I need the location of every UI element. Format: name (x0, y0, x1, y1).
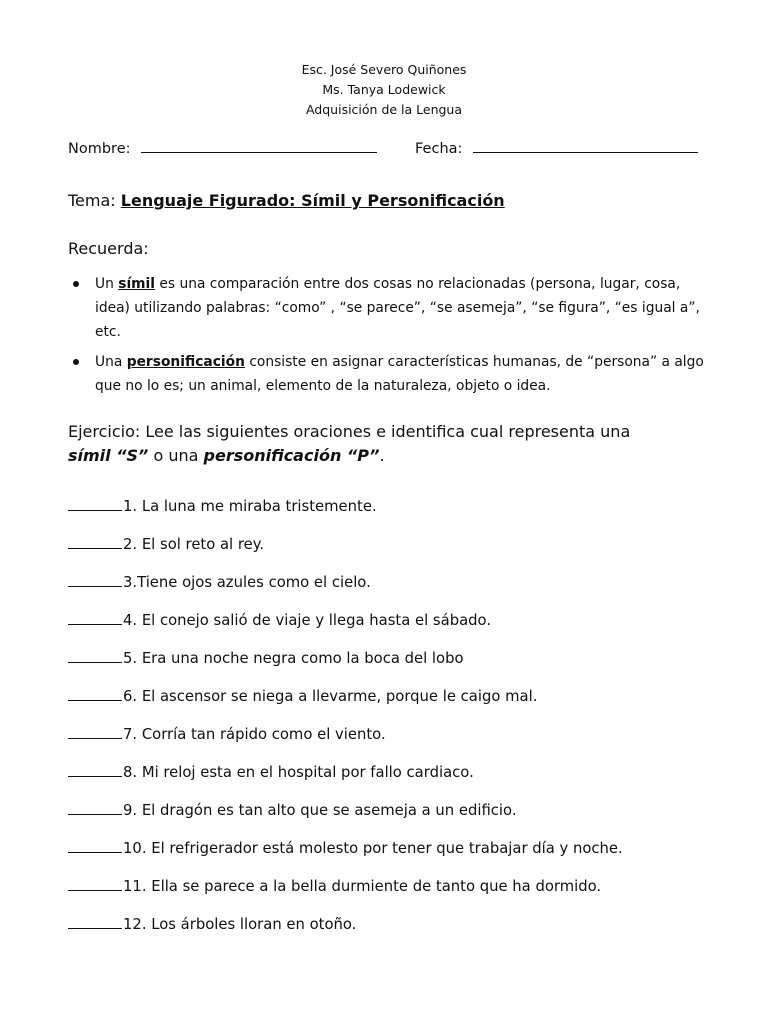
bullet-pre: Una (95, 354, 123, 370)
exercise-connector: o una (153, 446, 199, 465)
answer-blank[interactable] (68, 723, 122, 739)
answer-blank[interactable] (68, 761, 122, 777)
list-item (68, 837, 728, 875)
item-text: 12. Los árboles lloran en otoño. (123, 916, 357, 933)
list-item (68, 495, 728, 533)
list-item (68, 799, 728, 837)
item-text: 4. El conejo salió de viaje y llega hasta el sábado. (123, 612, 492, 629)
list-item (68, 875, 728, 913)
item-text: 11. Ella se parece a la bella durmiente de tanto que ha dormido. (123, 878, 602, 895)
header (0, 60, 768, 120)
item-text: 10. El refrigerador está molesto por tener que trabajar día y noche. (123, 840, 623, 857)
item-text: 6. El ascensor se niega a llevarme, porque le caigo mal. (123, 688, 538, 705)
item-text: 8. Mi reloj esta en el hospital por fallo cardiaco. (123, 764, 474, 781)
bullet-icon (73, 281, 79, 287)
list-item (68, 761, 728, 799)
school-name: Esc. José Severo Quiñones (301, 62, 467, 77)
exercise-list (68, 495, 728, 951)
item-text: 7. Corría tan rápido como el viento. (123, 726, 386, 743)
list-item (68, 647, 728, 685)
personification-marker: personificación “P” (203, 446, 380, 465)
date-field[interactable] (415, 138, 698, 159)
answer-blank[interactable] (68, 837, 122, 853)
remember-list (68, 272, 708, 404)
item-text: 2. El sol reto al rey. (123, 536, 265, 553)
bullet-icon (73, 359, 79, 365)
name-label: Nombre: (68, 141, 131, 157)
topic-title: Lenguaje Figurado: Símil y Personificación (120, 191, 505, 210)
list-item (68, 913, 728, 951)
answer-blank[interactable] (68, 875, 122, 891)
topic-line (68, 190, 505, 212)
answer-blank[interactable] (68, 609, 122, 625)
list-item (68, 571, 728, 609)
answer-blank[interactable] (68, 913, 122, 929)
answer-blank[interactable] (68, 647, 122, 663)
course-name: Adquisición de la Lengua (305, 102, 463, 117)
item-text: 9. El dragón es tan alto que se asemeja a un edificio. (123, 802, 517, 819)
answer-blank[interactable] (68, 495, 122, 511)
keyword-personification: personificación (126, 354, 245, 370)
list-item (68, 723, 728, 761)
name-blank-line[interactable] (141, 138, 377, 153)
list-item (68, 533, 728, 571)
bullet-text: consiste en asignar características humanas, de “persona” a algo que no lo es; un animal, elemento de la naturaleza, objeto o idea. (95, 354, 704, 394)
answer-blank[interactable] (68, 799, 122, 815)
topic-label: Tema: (68, 191, 116, 210)
list-item (68, 272, 708, 344)
item-text: 3.Tiene ojos azules como el cielo. (123, 574, 371, 591)
answer-blank[interactable] (68, 571, 122, 587)
date-blank-line[interactable] (473, 138, 698, 153)
answer-blank[interactable] (68, 533, 122, 549)
exercise-instructions (68, 420, 708, 468)
remember-heading: Recuerda: (68, 239, 149, 258)
name-field[interactable] (68, 141, 377, 157)
list-item (68, 350, 708, 398)
name-date-row (68, 138, 708, 159)
teacher-name: Ms. Tanya Lodewick (322, 82, 446, 97)
exercise-end: . (379, 446, 385, 465)
bullet-pre: Un (95, 276, 114, 292)
simile-marker: símil “S” (68, 446, 149, 465)
list-item (68, 609, 728, 647)
date-label: Fecha: (415, 141, 463, 157)
keyword-simile: símil (118, 276, 156, 292)
item-text: 1. La luna me miraba tristemente. (123, 498, 377, 515)
item-text: 5. Era una noche negra como la boca del lobo (123, 650, 464, 667)
answer-blank[interactable] (68, 685, 122, 701)
list-item (68, 685, 728, 723)
exercise-intro: Ejercicio: Lee las siguientes oraciones e identifica cual representa una (68, 422, 631, 441)
bullet-text: es una comparación entre dos cosas no relacionadas (persona, lugar, cosa, idea) utilizando palabras: “como” , “se parece”, “se asemeja”, “se figura”, “es igual a”, etc. (95, 276, 700, 340)
